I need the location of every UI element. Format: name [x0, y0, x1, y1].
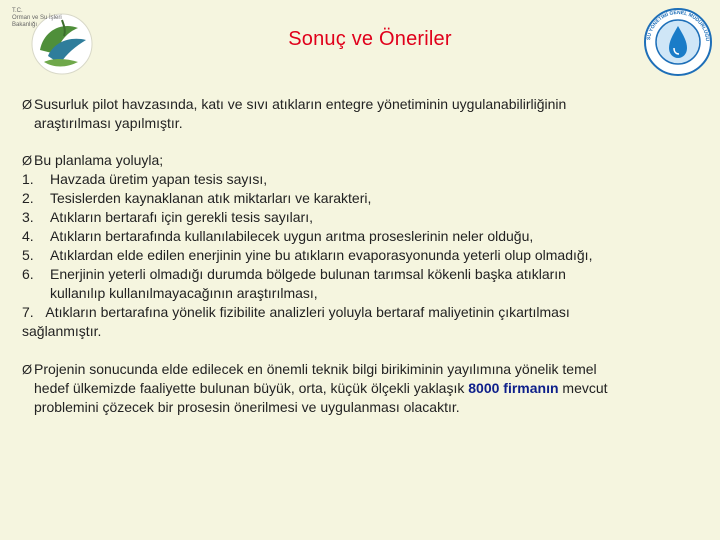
slide-content: [22, 95, 690, 417]
list-item: [22, 227, 690, 246]
list-item-number: 7.: [22, 304, 34, 320]
list-item-number: 6.: [22, 266, 34, 282]
list-item: [22, 303, 690, 322]
list-item-number: 1.: [22, 171, 34, 187]
bullet-paragraph-2: [22, 151, 690, 170]
list-item-number: 2.: [22, 190, 34, 206]
paragraph-1-line-1: Susurluk pilot havzasında, katı ve sıvı atıkların entegre yönetiminin uygulanabilirliğinin: [34, 96, 567, 112]
list-item-number: 4.: [22, 228, 34, 244]
logo-left-line2: Orman ve Su İşleri: [12, 15, 62, 21]
bullet-paragraph-3: [22, 360, 690, 379]
list-item: [22, 170, 690, 189]
list-item: [22, 265, 690, 284]
firm-count-highlight: 8000 firmanın: [468, 380, 559, 396]
list-item: [22, 189, 690, 208]
logo-right-ring-text: SU YÖNETİMİ GENEL MÜDÜRLÜĞÜ: [646, 9, 711, 42]
list-item-number: 3.: [22, 209, 34, 225]
paragraph-3-line-3: problemini çözecek bir prosesin önerilmesi ve uygulanması olacaktır.: [34, 399, 460, 415]
arrow-bullet-icon: Ø: [22, 153, 33, 168]
paragraph-3-line-1: Projenin sonucunda elde edilecek en önemli teknik bilgi birikiminin yayılımına yönelik temel: [34, 361, 597, 377]
list-item-text: Tesislerden kaynaklanan atık miktarları ve karakteri,: [50, 190, 372, 206]
slide-title: Sonuç ve Öneriler: [288, 28, 452, 50]
bullet-paragraph-1: [22, 95, 690, 114]
steps-list: [22, 170, 690, 303]
list-item-text: Enerjinin yeterli olmadığı durumda bölgede bulunan tarımsal kökenli başka atıkların: [50, 266, 566, 282]
list-item: [22, 246, 690, 265]
logo-left-line3: Bakanlığı: [12, 22, 38, 28]
list-item-continuation: [22, 284, 690, 303]
list-item-text: Atıkların bertarafına yönelik fizibilite analizleri yoluyla bertaraf maliyetinin çıkartılması: [45, 304, 570, 320]
list-item-text: sağlanmıştır.: [22, 323, 102, 339]
paragraph-3-text: hedef ülkemizde faaliyette bulunan büyük, orta, küçük ölçekli yaklaşık: [34, 380, 469, 396]
list-item-number: 5.: [22, 247, 34, 263]
list-item-text: Atıkların bertarafında kullanılabilecek uygun arıtma proseslerinin neler olduğu,: [50, 228, 534, 244]
paragraph-3-line-2: [22, 379, 690, 398]
list-item-text: Havzada üretim yapan tesis sayısı,: [50, 171, 268, 187]
logo-left-line1: T.C.: [12, 8, 23, 14]
arrow-bullet-icon: Ø: [22, 97, 33, 112]
list-item-text: Atıklardan elde edilen enerjinin yine bu atıkların evaporasyonunda yeterli olup olmadığı,: [50, 247, 593, 263]
list-item: [22, 208, 690, 227]
paragraph-3-text: mevcut: [558, 380, 608, 396]
list-item-text: Atıkların bertarafı için gerekli tesis sayıları,: [50, 209, 313, 225]
list-item-text: kullanılıp kullanılmayacağının araştırılması,: [50, 285, 318, 301]
paragraph-1-line-2: araştırılması yapılmıştır.: [34, 115, 183, 131]
arrow-bullet-icon: Ø: [22, 362, 33, 377]
paragraph-2-intro: Bu planlama yoluyla;: [34, 152, 164, 168]
